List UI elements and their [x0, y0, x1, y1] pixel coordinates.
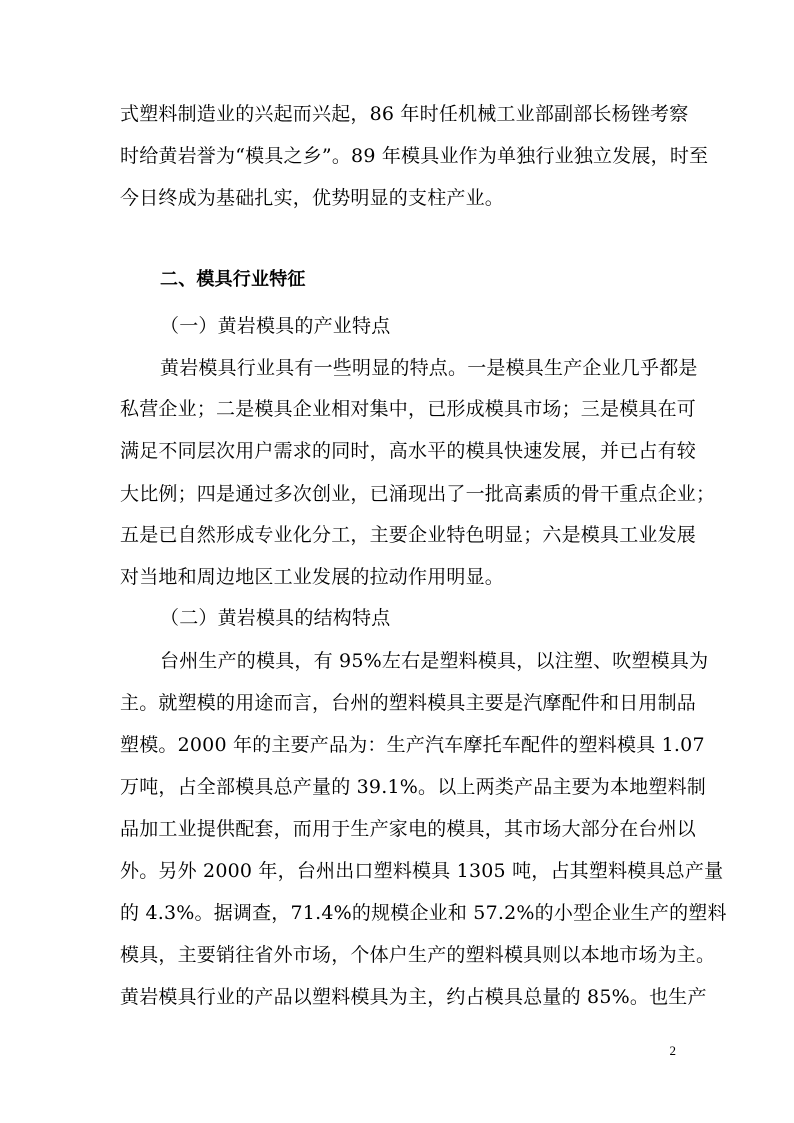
- body-line: 大比例；四是通过多次创业，已涌现出了一批高素质的骨干重点企业；: [120, 483, 716, 505]
- body-line: 主。就塑模的用途而言，台州的塑料模具主要是汽摩配件和日用制品: [120, 692, 697, 714]
- page-number: 2: [669, 1043, 676, 1058]
- body-line: 五是已自然形成专业化分工，主要企业特色明显；六是模具工业发展: [120, 524, 697, 546]
- body-line: 满足不同层次用户需求的同时，高水平的模具快速发展，并已占有较: [120, 440, 697, 462]
- subsection-heading: （二）黄岩模具的结构特点: [160, 607, 391, 629]
- body-line: 塑模。2000 年的主要产品为：生产汽车摩托车配件的塑料模具 1.07: [120, 734, 705, 756]
- body-line: 私营企业；二是模具企业相对集中，已形成模具市场；三是模具在可: [120, 398, 697, 420]
- subsection-heading: （一）黄岩模具的产业特点: [160, 315, 391, 337]
- section-heading: 二、模具行业特征: [160, 269, 306, 290]
- body-line: 万吨，占全部模具总产量的 39.1%。以上两类产品主要为本地塑料制: [120, 776, 706, 798]
- body-line: 模具，主要销往省外市场，个体户生产的塑料模具则以本地市场为主。: [120, 944, 716, 966]
- body-line: 对当地和周边地区工业发展的拉动作用明显。: [120, 566, 505, 588]
- body-line: 外。另外 2000 年，台州出口塑料模具 1305 吨，占其塑料模具总产量: [120, 860, 724, 882]
- body-line: 今日终成为基础扎实，优势明显的支柱产业。: [120, 187, 505, 209]
- body-line: 时给黄岩誉为“模具之乡”。89 年模具业作为单独行业独立发展，时至: [120, 145, 709, 167]
- body-line: 台州生产的模具，有 95%左右是塑料模具，以注塑、吹塑模具为: [160, 650, 709, 672]
- body-line: 黄岩模具行业具有一些明显的特点。一是模具生产企业几乎都是: [160, 357, 698, 379]
- body-line: 黄岩模具行业的产品以塑料模具为主，约占模具总量的 85%。也生产: [120, 986, 707, 1008]
- body-line: 的 4.3%。据调查，71.4%的规模企业和 57.2%的小型企业生产的塑料: [120, 902, 727, 924]
- body-line: 式塑料制造业的兴起而兴起，86 年时任机械工业部副部长杨锉考察: [120, 103, 689, 125]
- body-line: 品加工业提供配套，而用于生产家电的模具，其市场大部分在台州以: [120, 818, 697, 840]
